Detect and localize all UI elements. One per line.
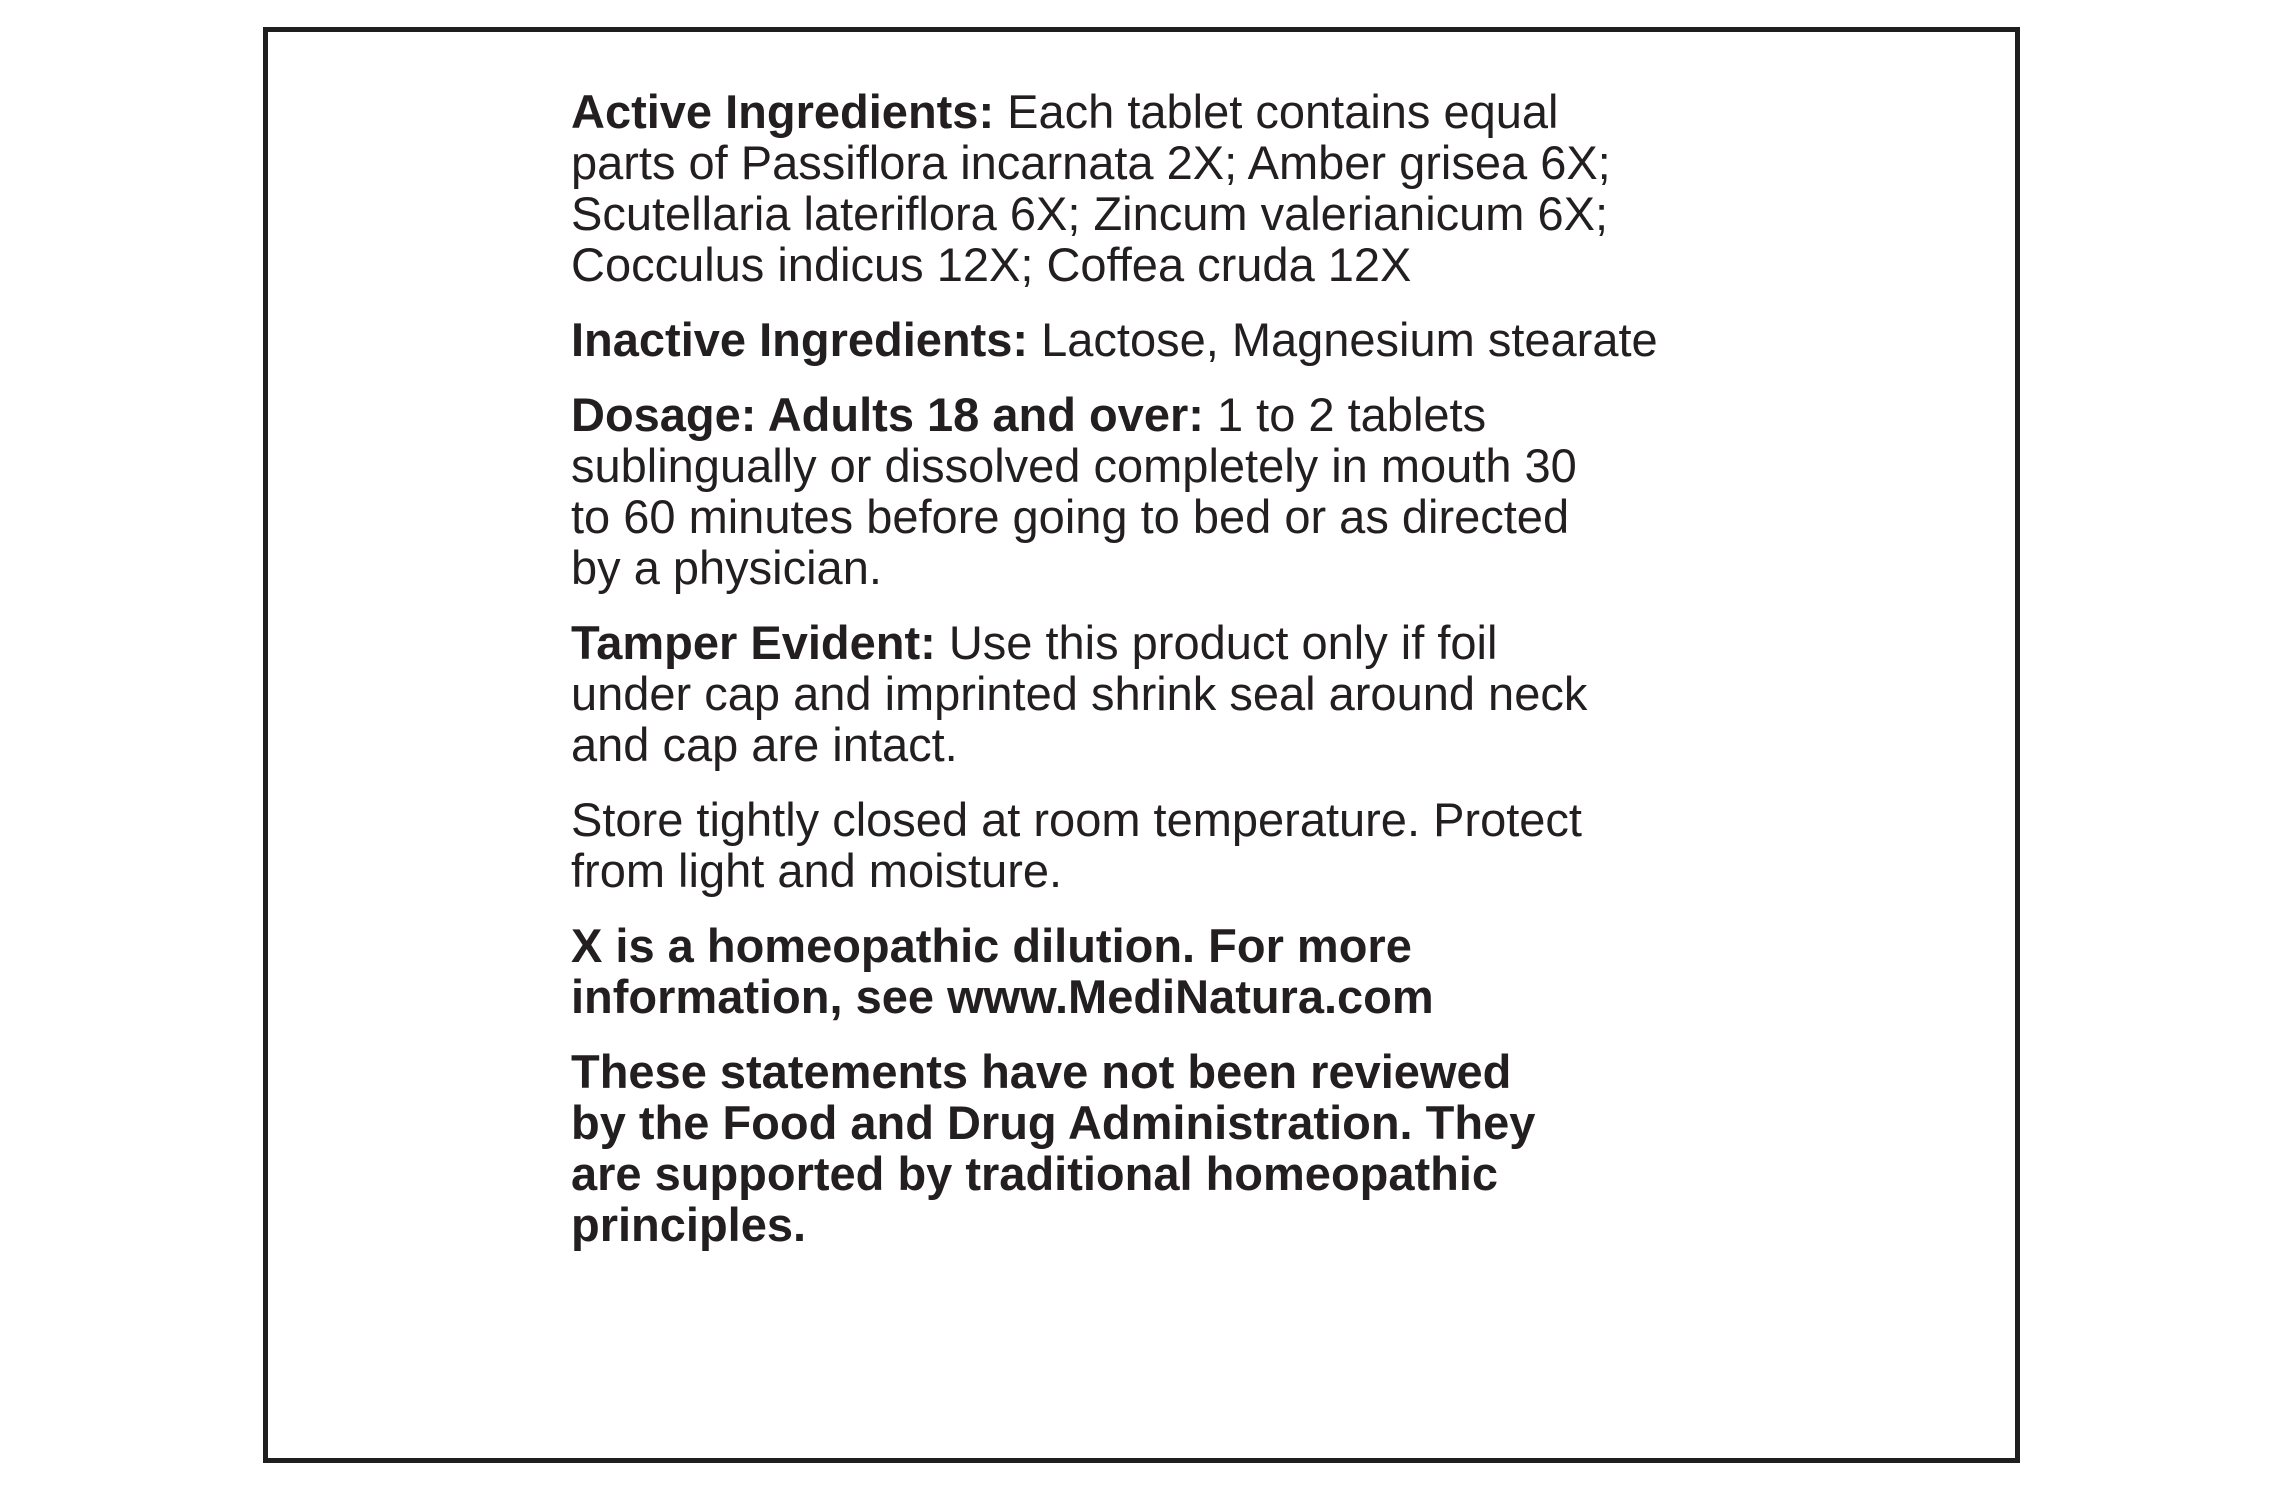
active-ingredients-line: parts of Passiflora incarnata 2X; Amber grisea 6X;	[571, 136, 1611, 189]
tamper-evident-line: and cap are intact.	[571, 718, 958, 771]
active-ingredients-text: Each tablet contains equal	[994, 85, 1559, 138]
storage-line: Store tightly closed at room temperature. Protect	[571, 793, 1582, 846]
dosage-line: sublingually or dissolved completely in mouth 30	[571, 439, 1577, 492]
inactive-ingredients-heading: Inactive Ingredients:	[571, 313, 1029, 366]
label-text	[571, 86, 1721, 1274]
fda-disclaimer	[571, 1046, 1721, 1250]
inactive-ingredients-text: Lactose, Magnesium stearate	[1028, 313, 1658, 366]
active-ingredients-line: Cocculus indicus 12X; Coffea cruda 12X	[571, 238, 1412, 291]
storage-instructions	[571, 794, 1721, 896]
dosage	[571, 389, 1721, 593]
dilution-line: X is a homeopathic dilution. For more	[571, 919, 1412, 972]
disclaimer-line: are supported by traditional homeopathic	[571, 1147, 1499, 1200]
disclaimer-line: by the Food and Drug Administration. They	[571, 1096, 1536, 1149]
dosage-line: by a physician.	[571, 541, 882, 594]
tamper-evident-line: under cap and imprinted shrink seal around neck	[571, 667, 1588, 720]
active-ingredients-line: Scutellaria lateriflora 6X; Zincum valerianicum 6X;	[571, 187, 1609, 240]
dosage-heading: Dosage: Adults 18 and over:	[571, 388, 1204, 441]
inactive-ingredients	[571, 314, 1721, 365]
active-ingredients-heading: Active Ingredients:	[571, 85, 995, 138]
dosage-line: to 60 minutes before going to bed or as directed	[571, 490, 1570, 543]
storage-line: from light and moisture.	[571, 844, 1063, 897]
tamper-evident-text: Use this product only if foil	[935, 616, 1498, 669]
dosage-text: 1 to 2 tablets	[1203, 388, 1487, 441]
dilution-note	[571, 920, 1721, 1022]
tamper-evident	[571, 617, 1721, 770]
tamper-evident-heading: Tamper Evident:	[571, 616, 936, 669]
dilution-line: information, see www.MediNatura.com	[571, 970, 1434, 1023]
disclaimer-line: These statements have not been reviewed	[571, 1045, 1512, 1098]
active-ingredients	[571, 86, 1721, 290]
disclaimer-line: principles.	[571, 1198, 807, 1251]
